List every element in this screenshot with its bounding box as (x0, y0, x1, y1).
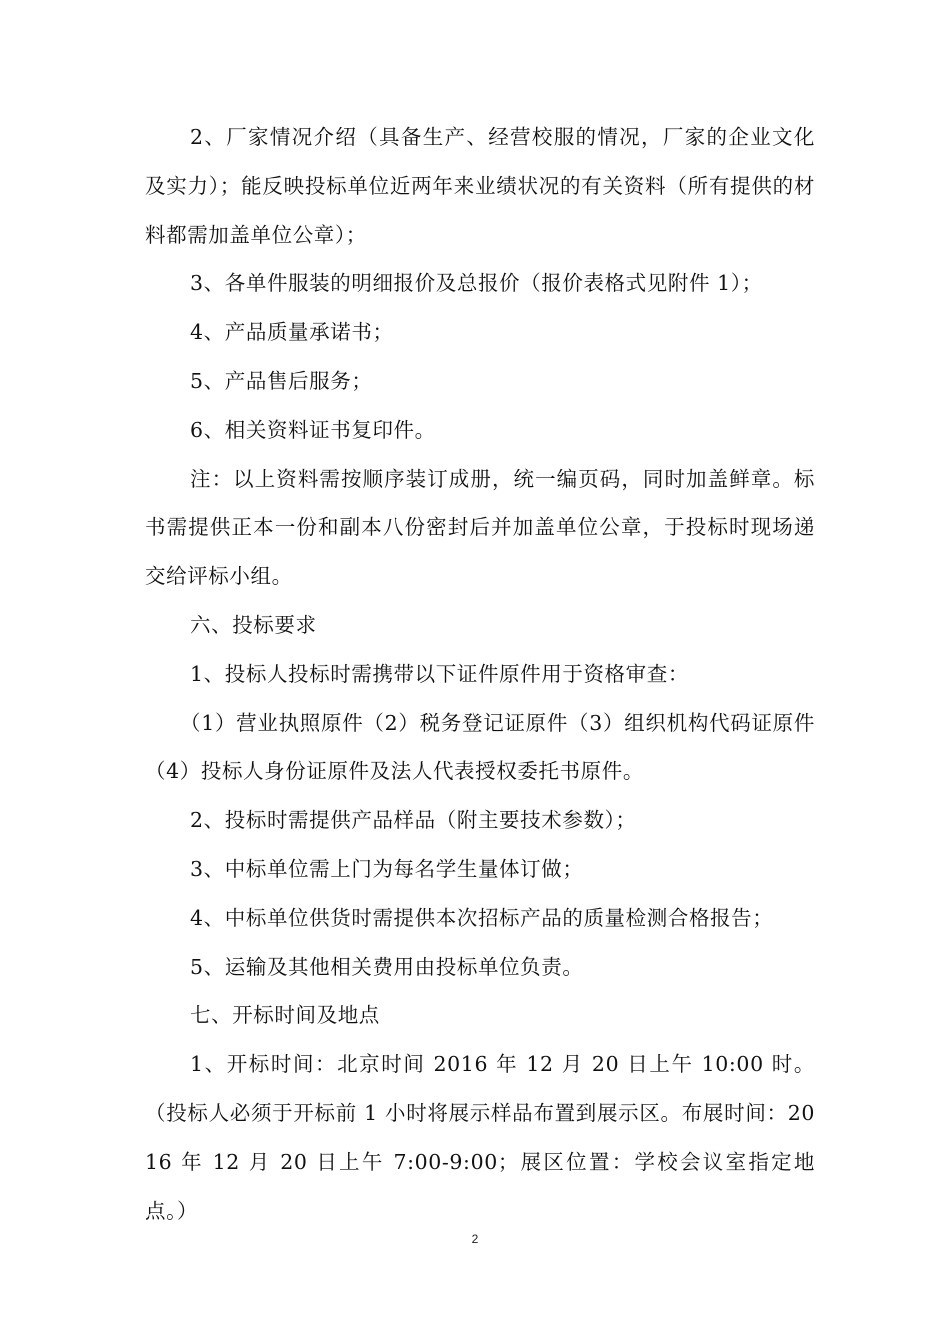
paragraph-after-sales: 5、产品售后服务； (190, 368, 373, 393)
paragraph-certificates: 6、相关资料证书复印件。 (190, 417, 436, 442)
paragraph-original-documents: （1）营业执照原件（2）税务登记证原件（3）组织机构代码证原件（4）投标人身份证原件及法人代表授权委托书原件。 (145, 710, 815, 784)
paragraph-bid-docs: 1、投标人投标时需携带以下证件原件用于资格审查： (190, 661, 689, 686)
paragraph-transport-costs: 5、运输及其他相关费用由投标单位负责。 (190, 954, 584, 979)
section-heading-opening-time: 七、开标时间及地点 (190, 1003, 380, 1028)
paragraph-note: 注：以上资料需按顺序装订成册，统一编页码，同时加盖鲜章。标书需提供正本一份和副本八份密封后并加盖单位公章，于投标时现场递交给评标小组。 (145, 466, 815, 589)
paragraph-factory-intro: 2、厂家情况介绍（具备生产、经营校服的情况，厂家的企业文化及实力）；能反映投标单位近两年来业绩状况的有关资料（所有提供的材料都需加盖单位公章）； (145, 125, 815, 247)
paragraph-quotation: 3、各单件服装的明细报价及总报价（报价表格式见附件 1）； (190, 271, 763, 296)
document-body (145, 113, 815, 1235)
paragraph-opening-time: 1、开标时间：北京时间 2016 年 12 月 20 日上午 10:00 时。（投标人必须于开标前 1 小时将展示样品布置到展示区。布展时间：2016 年 12 月 20 日上午 7:00-9:00；展区位置：学校会议室指定地点。） (145, 1052, 815, 1223)
paragraph-quality-report: 4、中标单位供货时需提供本次招标产品的质量检测合格报告； (190, 905, 774, 930)
paragraph-measurement: 3、中标单位需上门为每名学生量体订做； (190, 856, 584, 881)
paragraph-quality-commitment: 4、产品质量承诺书； (190, 320, 394, 345)
page-number: 2 (471, 1232, 479, 1246)
paragraph-samples: 2、投标时需提供产品样品（附主要技术参数）； (190, 808, 637, 833)
section-heading-bid-requirements: 六、投标要求 (190, 612, 317, 637)
